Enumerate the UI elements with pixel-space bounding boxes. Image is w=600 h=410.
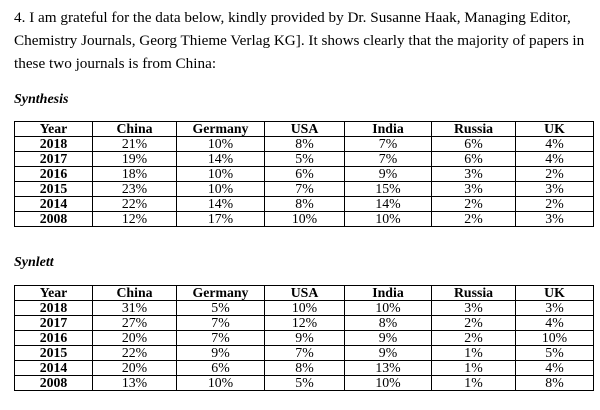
table-row (15, 182, 594, 197)
percent-cell: 22% (93, 346, 177, 361)
column-header: India (345, 286, 432, 301)
column-header: UK (516, 286, 594, 301)
intro-line: 4. I am grateful for the data below, kindly provided by Dr. Susanne Haak, Managing Editor, (14, 9, 571, 26)
table-row (15, 346, 594, 361)
percent-cell: 17% (177, 212, 265, 227)
table-row (15, 212, 594, 227)
column-header: Germany (177, 122, 265, 137)
percent-cell: 10% (177, 182, 265, 197)
percent-cell: 8% (265, 137, 345, 152)
percent-cell: 4% (516, 316, 594, 331)
percent-cell: 23% (93, 182, 177, 197)
percent-cell: 3% (432, 301, 516, 316)
year-cell: 2014 (15, 197, 93, 212)
percent-cell: 2% (432, 197, 516, 212)
percent-cell: 22% (93, 197, 177, 212)
percent-cell: 9% (345, 167, 432, 182)
percent-cell: 9% (345, 331, 432, 346)
year-cell: 2014 (15, 361, 93, 376)
table-row (15, 361, 594, 376)
percent-cell: 15% (345, 182, 432, 197)
percent-cell: 5% (177, 301, 265, 316)
percent-cell: 10% (177, 376, 265, 391)
year-cell: 2017 (15, 152, 93, 167)
year-cell: 2008 (15, 376, 93, 391)
percent-cell: 18% (93, 167, 177, 182)
year-cell: 2008 (15, 212, 93, 227)
percent-cell: 13% (345, 361, 432, 376)
percent-cell: 13% (93, 376, 177, 391)
percent-cell: 1% (432, 376, 516, 391)
percent-cell: 10% (177, 167, 265, 182)
percent-cell: 5% (265, 152, 345, 167)
percent-cell: 8% (516, 376, 594, 391)
percent-cell: 12% (93, 212, 177, 227)
percent-cell: 10% (345, 301, 432, 316)
table-row (15, 376, 594, 391)
year-cell: 2016 (15, 167, 93, 182)
percent-cell: 3% (432, 167, 516, 182)
percent-cell: 1% (432, 346, 516, 361)
percent-cell: 6% (265, 167, 345, 182)
percent-cell: 6% (432, 152, 516, 167)
percent-cell: 10% (177, 137, 265, 152)
percent-cell: 19% (93, 152, 177, 167)
percent-cell: 31% (93, 301, 177, 316)
percent-cell: 2% (516, 167, 594, 182)
percent-cell: 3% (516, 182, 594, 197)
percent-cell: 10% (345, 212, 432, 227)
table-row (15, 197, 594, 212)
percent-cell: 27% (93, 316, 177, 331)
table-row (15, 316, 594, 331)
column-header: Russia (432, 122, 516, 137)
percent-cell: 7% (345, 137, 432, 152)
percent-cell: 6% (432, 137, 516, 152)
percent-cell: 8% (345, 316, 432, 331)
table-header-row (15, 122, 594, 137)
percent-cell: 7% (177, 316, 265, 331)
percent-cell: 20% (93, 331, 177, 346)
column-header: China (93, 122, 177, 137)
percent-cell: 10% (265, 301, 345, 316)
percent-cell: 2% (432, 316, 516, 331)
synthesis-table (14, 121, 594, 227)
percent-cell: 14% (345, 197, 432, 212)
column-header: Year (15, 286, 93, 301)
column-header: USA (265, 122, 345, 137)
percent-cell: 3% (516, 301, 594, 316)
table-header-row (15, 286, 594, 301)
column-header: USA (265, 286, 345, 301)
percent-cell: 14% (177, 197, 265, 212)
percent-cell: 7% (177, 331, 265, 346)
intro-line: these two journals is from China: (14, 55, 217, 72)
year-cell: 2018 (15, 137, 93, 152)
percent-cell: 1% (432, 361, 516, 376)
percent-cell: 7% (265, 182, 345, 197)
percent-cell: 10% (345, 376, 432, 391)
percent-cell: 3% (516, 212, 594, 227)
percent-cell: 8% (265, 197, 345, 212)
intro-paragraph (14, 6, 594, 75)
percent-cell: 9% (345, 346, 432, 361)
percent-cell: 10% (516, 331, 594, 346)
percent-cell: 5% (265, 376, 345, 391)
percent-cell: 4% (516, 152, 594, 167)
percent-cell: 4% (516, 137, 594, 152)
year-cell: 2015 (15, 346, 93, 361)
percent-cell: 3% (432, 182, 516, 197)
percent-cell: 4% (516, 361, 594, 376)
percent-cell: 9% (177, 346, 265, 361)
synlett-table (14, 285, 594, 391)
percent-cell: 20% (93, 361, 177, 376)
percent-cell: 5% (516, 346, 594, 361)
year-cell: 2018 (15, 301, 93, 316)
column-header: China (93, 286, 177, 301)
column-header: Germany (177, 286, 265, 301)
column-header: Russia (432, 286, 516, 301)
intro-line: Chemistry Journals, Georg Thieme Verlag KG]. It shows clearly that the majority of papers in (14, 32, 585, 49)
table-row (15, 331, 594, 346)
table-row (15, 167, 594, 182)
percent-cell: 9% (265, 331, 345, 346)
year-cell: 2016 (15, 331, 93, 346)
percent-cell: 2% (432, 212, 516, 227)
percent-cell: 2% (516, 197, 594, 212)
percent-cell: 21% (93, 137, 177, 152)
percent-cell: 6% (177, 361, 265, 376)
year-cell: 2017 (15, 316, 93, 331)
percent-cell: 7% (265, 346, 345, 361)
table-caption-synlett: Synlett (14, 255, 54, 270)
column-header: Year (15, 122, 93, 137)
percent-cell: 7% (345, 152, 432, 167)
percent-cell: 10% (265, 212, 345, 227)
percent-cell: 12% (265, 316, 345, 331)
column-header: UK (516, 122, 594, 137)
percent-cell: 14% (177, 152, 265, 167)
year-cell: 2015 (15, 182, 93, 197)
percent-cell: 8% (265, 361, 345, 376)
percent-cell: 2% (432, 331, 516, 346)
column-header: India (345, 122, 432, 137)
table-row (15, 152, 594, 167)
table-row (15, 137, 594, 152)
table-caption-synthesis: Synthesis (14, 92, 69, 107)
table-row (15, 301, 594, 316)
